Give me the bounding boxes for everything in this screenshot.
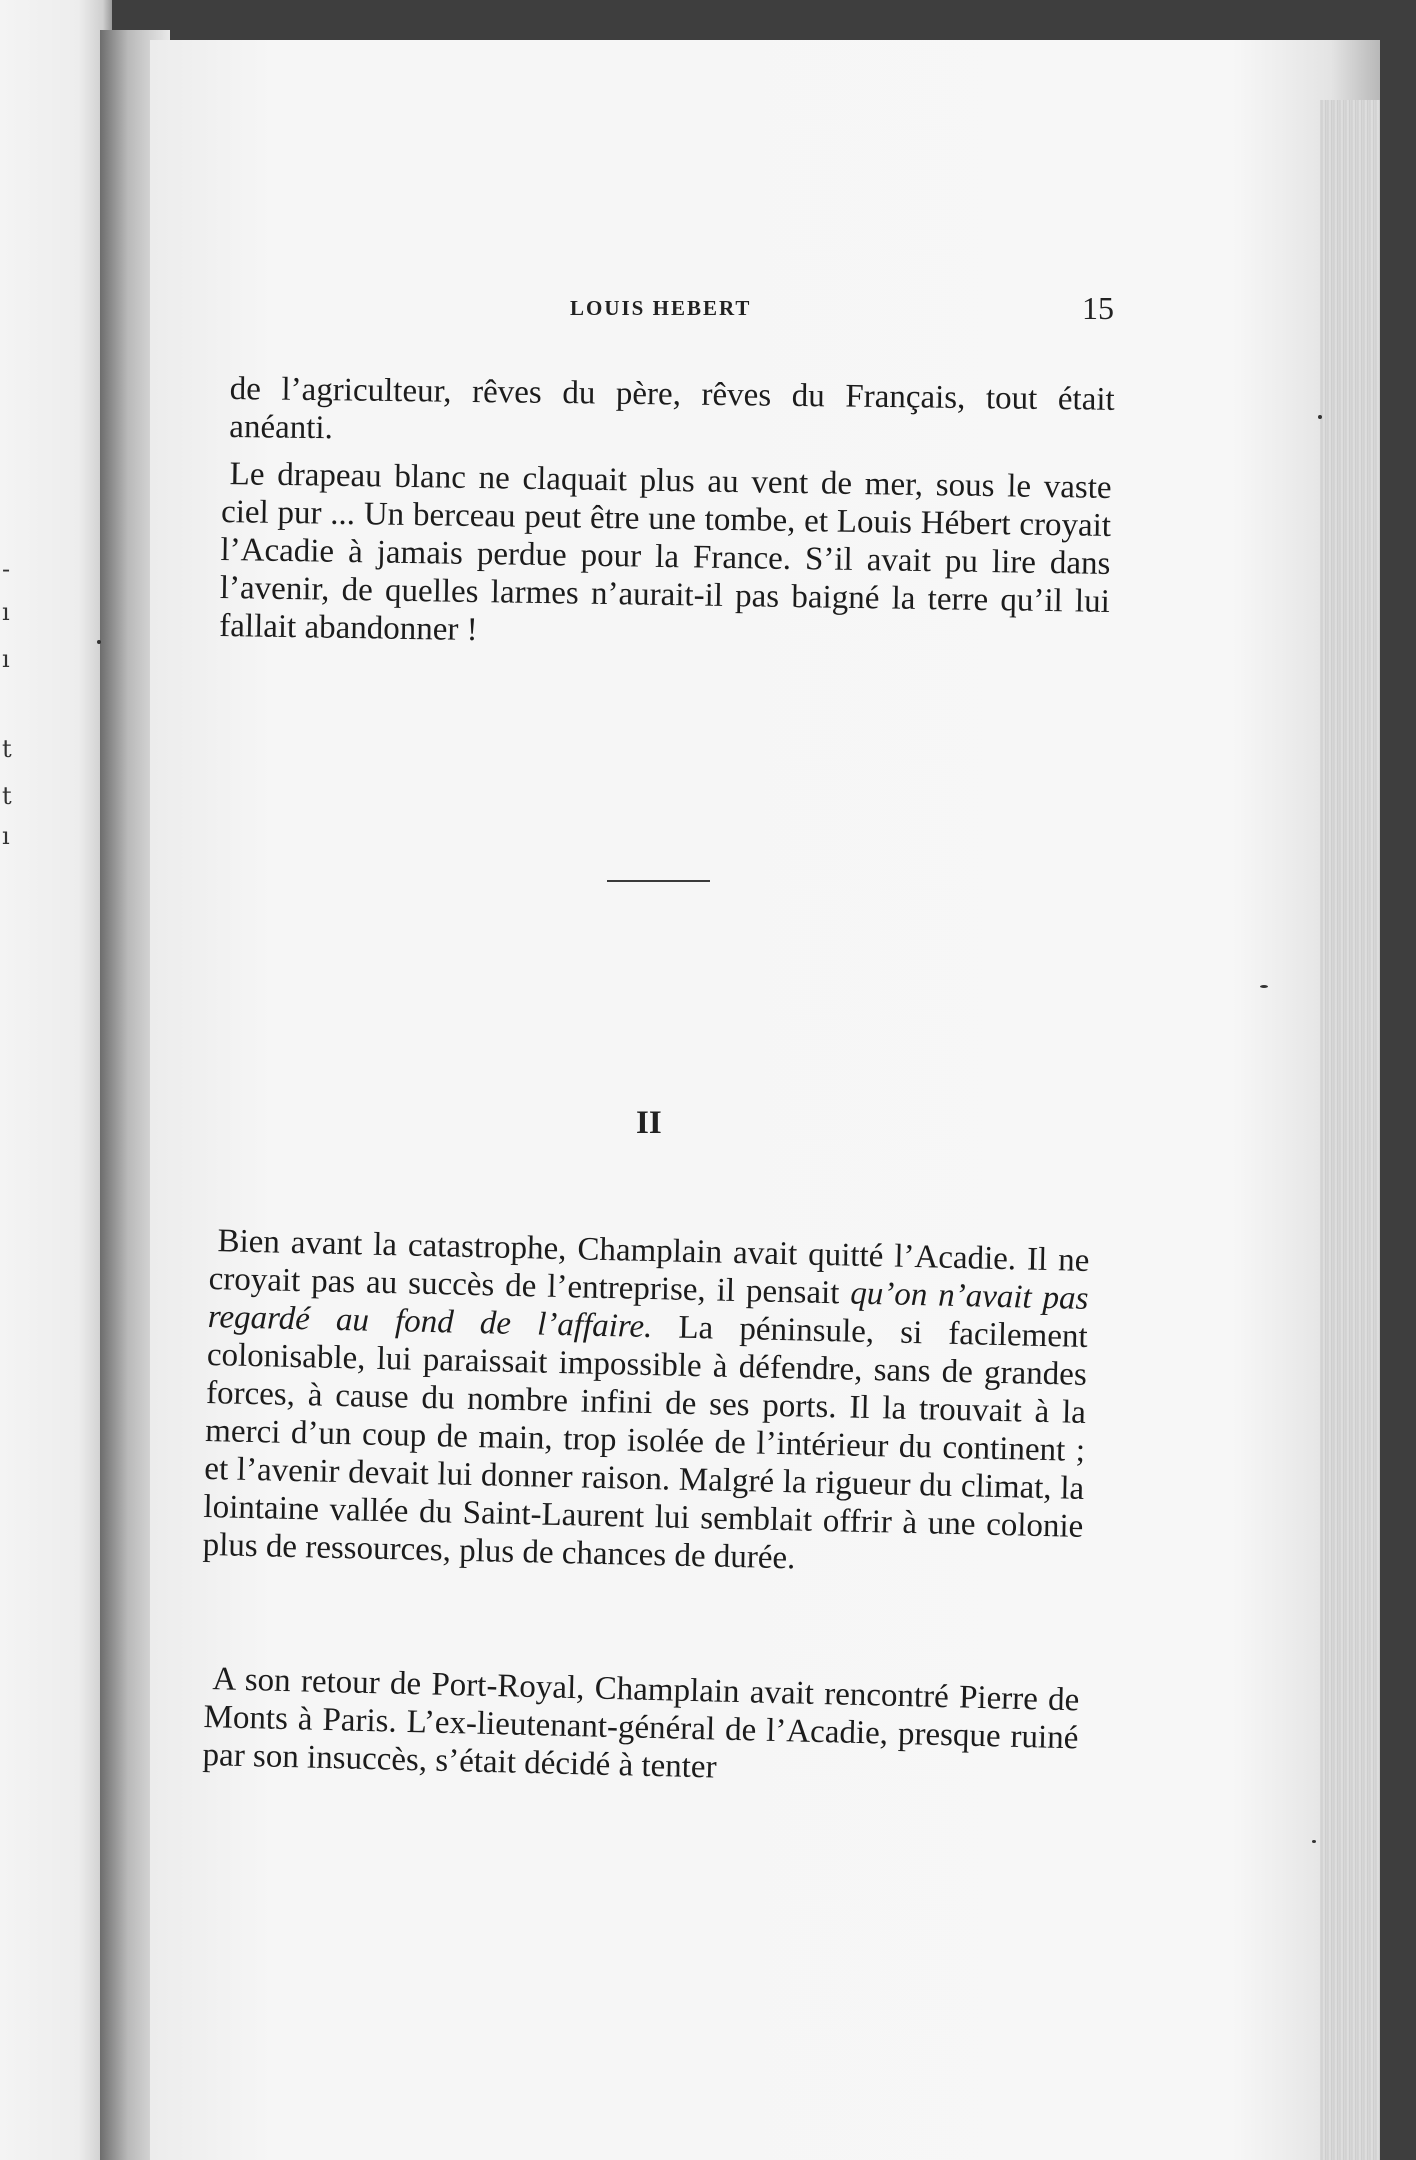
page-number: 15 bbox=[1082, 290, 1114, 326]
facing-page-mark: ı bbox=[2, 822, 10, 850]
section-divider-rule bbox=[607, 880, 710, 882]
paragraph-champlain bbox=[202, 1222, 1090, 1584]
facing-page-marks bbox=[0, 0, 112, 2160]
paragraph-continuation: de l’agriculteur, rêves du père, rêves du Français, tout était anéanti. bbox=[229, 370, 1115, 447]
facing-page-mark: t bbox=[2, 735, 12, 763]
facing-page-mark: ı bbox=[2, 598, 10, 626]
scan-speck bbox=[1312, 1840, 1316, 1843]
paragraph-champlain-text-2: La péninsule, si facilement colonisable, lui paraissait impossible à défendre, sans de grandes forces, à cause du nombre infini de ses ports. Il la trouvait à la merci d’un coup de main, trop isolée de l’intérieur du continent ; et l’avenir devait lui donner raison. Malgré la rigueur du climat, la lointaine vallée du Saint-Laurent lui semblait offrir à une colonie plus de ressources, plus de chances de durée. bbox=[202, 1309, 1089, 1577]
scan-speck bbox=[97, 640, 101, 644]
facing-page-mark: - bbox=[2, 555, 11, 583]
facing-page-mark: ı bbox=[2, 645, 10, 673]
paragraph-champlain-quote: qu’on n’avait pas regardé au fond de l’affaire. bbox=[207, 1275, 1089, 1346]
section-number: II bbox=[636, 1105, 662, 1141]
running-head: LOUIS HEBERT bbox=[570, 296, 752, 320]
facing-page-mark: t bbox=[2, 782, 12, 810]
paragraph-champlain-text-1: Bien avant la catastrophe, Champlain avait quitté l’Acadie. Il ne croyait pas au succès de l’entreprise, il pensait bbox=[208, 1223, 1090, 1312]
page-stack-edge bbox=[1320, 100, 1380, 2160]
scan-speck bbox=[1318, 415, 1322, 419]
paragraph-port-royal: A son retour de Port-Royal, Champlain avait rencontré Pierre de Monts à Paris. L’ex-lieutenant-général de l’Acadie, presque ruiné par son insuccès, s’était décidé à tenter bbox=[202, 1661, 1080, 1786]
paragraph-drapeau: Le drapeau blanc ne claquait plus au vent de mer, sous le vaste ciel pur ... Un berceau peut être une tombe, et Louis Hébert croyait l’Acadie à jamais perdue pour la France. S’il avait pu lire dans l’avenir, de quelles larmes n’aurait-il pas baigné la terre qu’il lui fallait abandonner ! bbox=[219, 456, 1112, 649]
book-page bbox=[150, 40, 1380, 2160]
scan-speck bbox=[1260, 985, 1268, 988]
